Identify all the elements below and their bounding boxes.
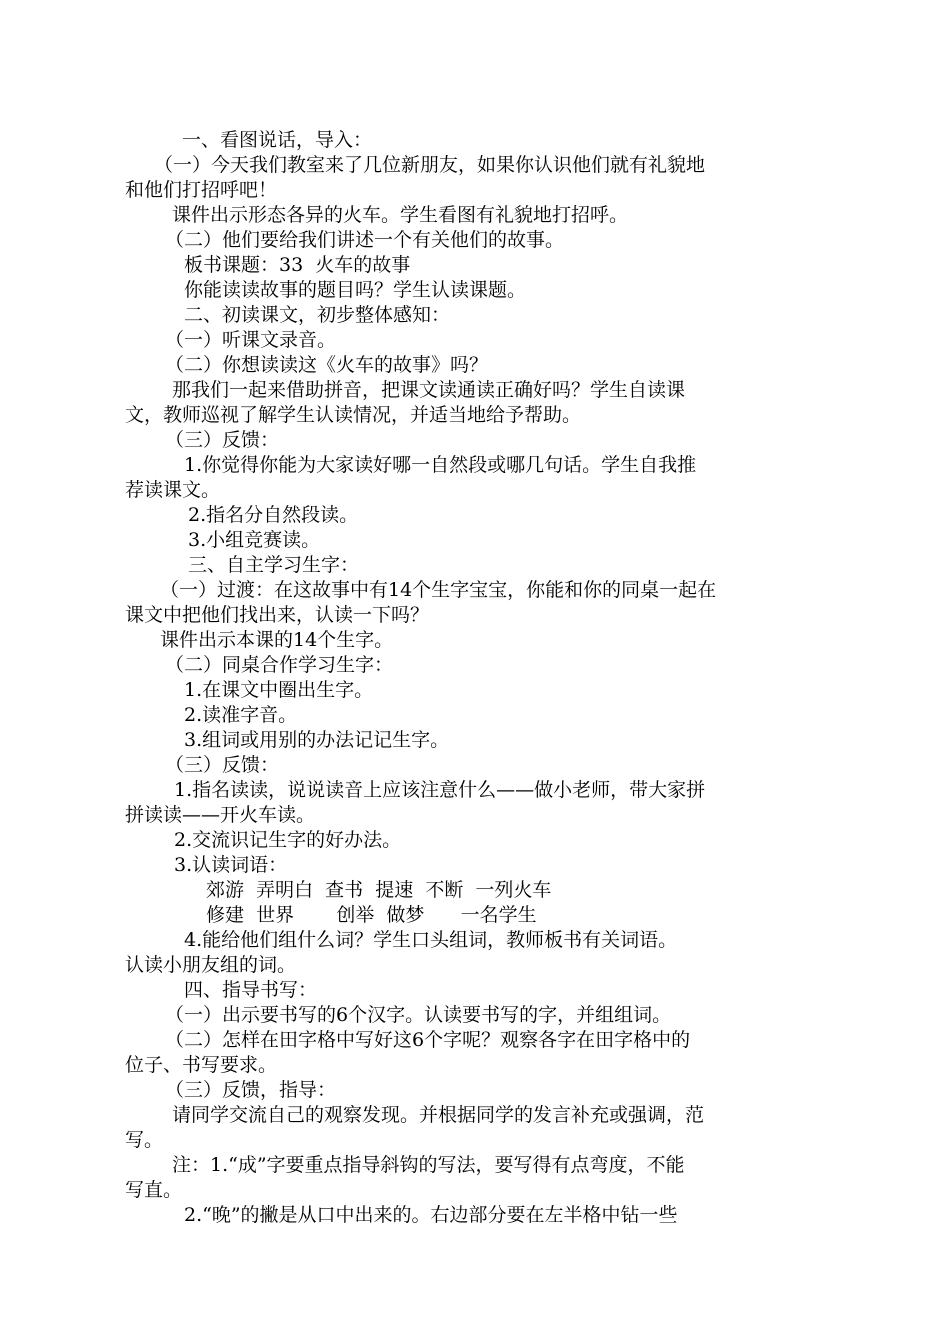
- text-line: （三）反馈：: [165, 429, 280, 451]
- text-line: 2.指名分自然段读。: [188, 504, 359, 526]
- text-line: 和他们打招呼吧！: [125, 179, 278, 201]
- heading-section-1: 一、看图说话，导入：: [182, 129, 373, 151]
- text-line: 写直。: [125, 1179, 183, 1201]
- text-line: （二）怎样在田字格中写好这6个字呢？观察各字在田字格中的: [165, 1029, 691, 1051]
- text-line: （一）出示要书写的6个汉字。认读要书写的字，并组组词。: [165, 1004, 672, 1026]
- text-line: 请同学交流自己的观察发现。并根据同学的发言补充或强调，范: [172, 1104, 705, 1126]
- text-line: 文，教师巡视了解学生认读情况，并适当地给予帮助。: [125, 404, 582, 426]
- text-line: 那我们一起来借助拼音，把课文读通读正确好吗？学生自读课: [172, 379, 686, 401]
- heading-section-4: 四、指导书写：: [184, 979, 318, 1001]
- text-line: 1.指名读读，说说读音上应该注意什么——做小老师，带大家拼: [174, 779, 706, 801]
- text-line: （一）今天我们教室来了几位新朋友，如果你认识他们就有礼貌地: [154, 154, 706, 176]
- text-line: 课件出示形态各异的火车。学生看图有礼貌地打招呼。: [172, 204, 629, 226]
- text-line: 2.“晚”的撇是从口中出来的。右边部分要在左半格中钻一些: [184, 1204, 678, 1226]
- vocab-row-1: 郊游 弄明白 查书 提速 不断 一列火车: [206, 879, 552, 901]
- text-line: 荐读课文。: [125, 479, 221, 501]
- text-line: 3.小组竞赛读。: [188, 529, 321, 551]
- text-line: （二）你想读读这《火车的故事》吗？: [165, 354, 489, 376]
- text-line: 写。: [125, 1129, 164, 1151]
- text-line: 4.能给他们组什么词？学生口头组词，教师板书有关词语。: [184, 929, 678, 951]
- text-line: 2.读准字音。: [184, 704, 298, 726]
- text-line: （三）反馈，指导：: [165, 1079, 337, 1101]
- vocab-row-2: 修建 世界 创举 做梦 一名学生: [206, 904, 537, 926]
- text-line: 认读小朋友组的词。: [125, 954, 297, 976]
- heading-section-2: 二、初读课文，初步整体感知：: [184, 304, 451, 326]
- text-line: （二）同桌合作学习生字：: [165, 654, 394, 676]
- heading-section-3: 三、自主学习生字：: [188, 554, 360, 576]
- text-line: 3.认读词语：: [174, 854, 288, 876]
- text-line: 板书课题：33 火车的故事: [184, 254, 411, 276]
- text-line: 3.组词或用别的办法记记生字。: [184, 729, 450, 751]
- text-line: 1.在课文中圈出生字。: [184, 679, 374, 701]
- text-line: 拼读读——开火车读。: [125, 804, 316, 826]
- text-line: 你能读读故事的题目吗？学生认读课题。: [184, 279, 527, 301]
- text-line: 2.交流识记生字的好办法。: [174, 829, 402, 851]
- text-line: （一）过渡：在这故事中有14个生字宝宝，你能和你的同桌一起在: [160, 579, 717, 601]
- text-line: （二）他们要给我们讲述一个有关他们的故事。: [165, 229, 565, 251]
- text-line: 课文中把他们找出来，认读一下吗？: [125, 604, 430, 626]
- text-line: 位子、书写要求。: [125, 1054, 278, 1076]
- text-line: （三）反馈：: [165, 754, 280, 776]
- text-line: 课件出示本课的14个生字。: [160, 629, 394, 651]
- text-line: 注：1.“成”字要重点指导斜钩的写法，要写得有点弯度，不能: [172, 1154, 685, 1176]
- text-line: 1.你觉得你能为大家读好哪一自然段或哪几句话。学生自我推: [184, 454, 697, 476]
- text-line: （一）听课文录音。: [165, 329, 337, 351]
